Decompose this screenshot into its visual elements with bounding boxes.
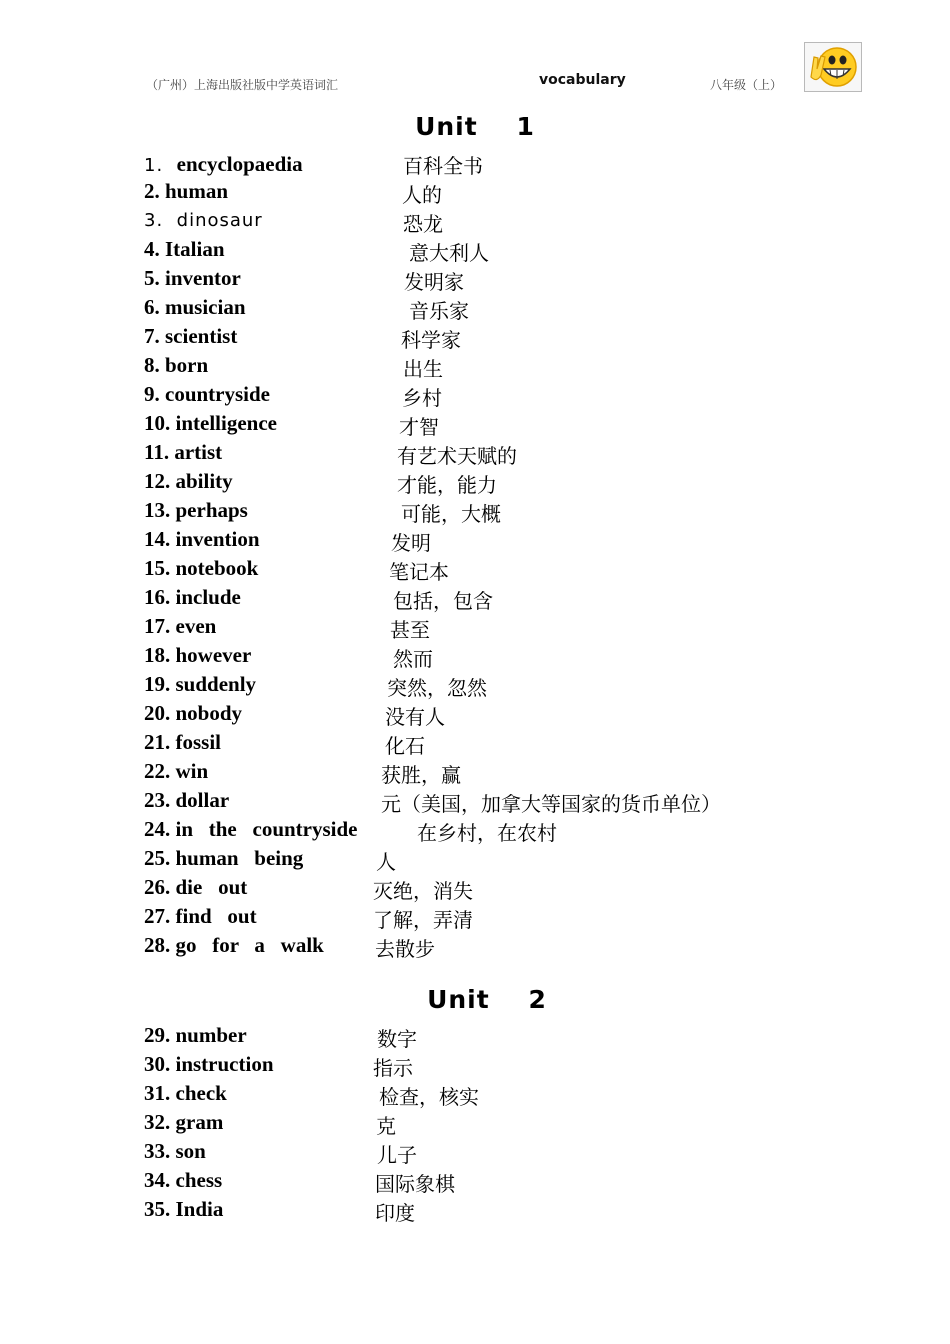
english-word: [144, 498, 248, 523]
english-word: [144, 817, 358, 842]
chinese-meaning: 包括，包含: [393, 589, 493, 613]
english-word: [144, 237, 225, 262]
vocabulary-item: [144, 759, 844, 788]
chinese-meaning: 才智: [399, 415, 439, 439]
vocabulary-item: [144, 556, 844, 585]
vocabulary-item: [144, 382, 844, 411]
word-text: chess: [175, 1168, 223, 1192]
english-word: [144, 295, 246, 320]
item-number: 28.: [144, 933, 171, 957]
word-text: even: [175, 614, 217, 638]
chinese-meaning: 儿子: [377, 1143, 417, 1167]
chinese-meaning: 科学家: [401, 328, 461, 352]
english-word: [144, 556, 258, 581]
vocabulary-item: [144, 527, 844, 556]
english-word: [144, 904, 257, 929]
item-number: 20.: [144, 701, 171, 725]
word-text: artist: [174, 440, 223, 464]
english-word: [144, 1110, 223, 1135]
english-word: [144, 933, 324, 958]
smiley-victory-icon: [804, 42, 862, 92]
item-number: 3.: [144, 210, 164, 231]
word-text: number: [175, 1023, 247, 1047]
chinese-meaning: 发明家: [404, 270, 464, 294]
word-text: musician: [165, 295, 246, 319]
chinese-meaning: 乡村: [402, 386, 442, 410]
item-number: 1.: [144, 155, 164, 176]
chinese-meaning: 国际象棋: [375, 1172, 455, 1196]
chinese-meaning: 没有人: [385, 705, 445, 729]
vocabulary-item: [144, 469, 844, 498]
chinese-meaning: 出生: [403, 357, 443, 381]
chinese-meaning: 数字: [377, 1027, 417, 1051]
chinese-meaning: 音乐家: [409, 299, 469, 323]
item-number: 34.: [144, 1168, 171, 1192]
chinese-meaning: 在乡村，在农村: [417, 821, 557, 845]
chinese-meaning: 灭绝，消失: [373, 879, 473, 903]
item-number: 32.: [144, 1110, 171, 1134]
chinese-meaning: 去散步: [375, 937, 435, 961]
vocabulary-item: [144, 1052, 844, 1081]
chinese-meaning: 指示: [373, 1056, 413, 1080]
chinese-meaning: 检查，核实: [379, 1085, 479, 1109]
item-number: 27.: [144, 904, 171, 928]
item-number: 23.: [144, 788, 171, 812]
vocabulary-item: [144, 498, 844, 527]
chinese-meaning: 了解，弄清: [373, 908, 473, 932]
word-text: scientist: [165, 324, 238, 348]
word-text: instruction: [175, 1052, 274, 1076]
unit-title-number: 2: [528, 985, 547, 1014]
vocabulary-item: [144, 353, 844, 382]
item-number: 8.: [144, 353, 160, 377]
item-number: 14.: [144, 527, 171, 551]
chinese-meaning: 然而: [393, 647, 433, 671]
chinese-meaning: 元（美国，加拿大等国家的货币单位）: [381, 792, 721, 816]
unit-title-word: Unit: [415, 112, 478, 141]
item-number: 16.: [144, 585, 171, 609]
word-text: inventor: [165, 266, 241, 290]
item-number: 18.: [144, 643, 171, 667]
unit-title-number: 1: [516, 112, 535, 141]
word-text: however: [175, 643, 252, 667]
vocabulary-item: [144, 672, 844, 701]
item-number: 13.: [144, 498, 171, 522]
word-text: invention: [175, 527, 260, 551]
english-word: [144, 1081, 227, 1106]
header-book-title: （广州）上海出版社版中学英语词汇: [146, 78, 339, 92]
word-text: human: [165, 179, 229, 203]
item-number: 6.: [144, 295, 160, 319]
chinese-meaning: 获胜，赢: [381, 763, 461, 787]
item-number: 12.: [144, 469, 171, 493]
english-word: [144, 875, 247, 900]
english-word: [144, 672, 256, 697]
english-word: [144, 701, 242, 726]
unit-title-word: Unit: [427, 985, 490, 1014]
english-word: [144, 1023, 247, 1048]
chinese-meaning: 突然，忽然: [387, 676, 487, 700]
english-word: [144, 152, 303, 177]
word-text: suddenly: [175, 672, 257, 696]
chinese-meaning: 印度: [375, 1201, 415, 1225]
english-word: [144, 266, 241, 291]
word-text: Italian: [165, 237, 225, 261]
item-number: 11.: [144, 440, 170, 464]
english-word: [144, 1139, 206, 1164]
item-number: 15.: [144, 556, 171, 580]
word-text: dollar: [175, 788, 230, 812]
chinese-meaning: 甚至: [390, 618, 430, 642]
item-number: 33.: [144, 1139, 171, 1163]
unit-title: [0, 112, 950, 141]
english-word: [144, 730, 221, 755]
vocabulary-item: [144, 933, 844, 962]
english-word: [144, 614, 216, 639]
english-word: [144, 1052, 274, 1077]
english-word: [144, 1168, 222, 1193]
vocabulary-item: [144, 411, 844, 440]
item-number: 31.: [144, 1081, 171, 1105]
word-text: win: [175, 759, 209, 783]
word-text: intelligence: [175, 411, 277, 435]
english-word: [144, 1197, 223, 1222]
chinese-meaning: 发明: [391, 531, 431, 555]
chinese-meaning: 化石: [385, 734, 425, 758]
word-text: nobody: [175, 701, 243, 725]
item-number: 10.: [144, 411, 171, 435]
word-text: die out: [175, 875, 248, 899]
vocabulary-item: [144, 266, 844, 295]
vocabulary-item: [144, 846, 844, 875]
chinese-meaning: 人的: [402, 183, 442, 207]
vocabulary-item: [144, 1139, 844, 1168]
english-word: [144, 179, 228, 204]
word-text: fossil: [175, 730, 222, 754]
item-number: 5.: [144, 266, 160, 290]
vocabulary-item: [144, 701, 844, 730]
vocabulary-item: [144, 614, 844, 643]
english-word: [144, 210, 263, 231]
item-number: 7.: [144, 324, 160, 348]
word-text: ability: [175, 469, 233, 493]
header-vocabulary: vocabulary: [539, 72, 626, 88]
english-word: [144, 411, 277, 436]
vocabulary-item: [144, 1197, 844, 1226]
vocabulary-item: [144, 788, 844, 817]
chinese-meaning: 百科全书: [403, 154, 483, 178]
item-number: 24.: [144, 817, 171, 841]
unit-title: [0, 985, 950, 1014]
vocabulary-item: [144, 643, 844, 672]
word-text: encyclopaedia: [176, 152, 303, 176]
word-text: go for a walk: [175, 933, 324, 957]
vocabulary-item: [144, 1023, 844, 1052]
word-text: India: [175, 1197, 224, 1221]
item-number: 26.: [144, 875, 171, 899]
chinese-meaning: 克: [376, 1114, 396, 1138]
vocabulary-item: [144, 295, 844, 324]
vocabulary-item: [144, 324, 844, 353]
word-text: human being: [175, 846, 304, 870]
english-word: [144, 527, 260, 552]
english-word: [144, 382, 270, 407]
english-word: [144, 324, 237, 349]
chinese-meaning: 意大利人: [409, 241, 489, 265]
vocabulary-item: [144, 440, 844, 469]
word-text: in the countryside: [175, 817, 358, 841]
word-text: notebook: [175, 556, 259, 580]
word-text: find out: [175, 904, 257, 928]
vocabulary-item: [144, 237, 844, 266]
chinese-meaning: 才能，能力: [397, 473, 497, 497]
word-text: countryside: [165, 382, 270, 406]
english-word: [144, 585, 241, 610]
english-word: [144, 353, 208, 378]
item-number: 19.: [144, 672, 171, 696]
vocabulary-item: [144, 1081, 844, 1110]
item-number: 35.: [144, 1197, 171, 1221]
item-number: 29.: [144, 1023, 171, 1047]
vocabulary-item: [144, 817, 844, 846]
item-number: 9.: [144, 382, 160, 406]
vocabulary-item: [144, 208, 844, 237]
vocabulary-item: [144, 179, 844, 208]
item-number: 17.: [144, 614, 171, 638]
item-number: 25.: [144, 846, 171, 870]
english-word: [144, 469, 233, 494]
word-text: include: [175, 585, 241, 609]
chinese-meaning: 有艺术天赋的: [397, 444, 517, 468]
item-number: 2.: [144, 179, 160, 203]
chinese-meaning: 恐龙: [403, 212, 443, 236]
chinese-meaning: 笔记本: [389, 560, 449, 584]
english-word: [144, 759, 208, 784]
word-text: son: [175, 1139, 206, 1163]
chinese-meaning: 可能，大概: [401, 502, 501, 526]
item-number: 4.: [144, 237, 160, 261]
vocabulary-item: [144, 730, 844, 759]
english-word: [144, 788, 229, 813]
word-text: born: [165, 353, 209, 377]
chinese-meaning: 人: [376, 850, 396, 874]
vocabulary-item: [144, 150, 844, 179]
word-text: dinosaur: [176, 210, 263, 231]
vocabulary-item: [144, 1110, 844, 1139]
item-number: 22.: [144, 759, 171, 783]
english-word: [144, 643, 251, 668]
item-number: 30.: [144, 1052, 171, 1076]
word-text: gram: [175, 1110, 224, 1134]
vocabulary-item: [144, 904, 844, 933]
word-text: perhaps: [175, 498, 248, 522]
english-word: [144, 846, 303, 871]
header-grade: 八年级（上）: [710, 78, 783, 92]
word-text: check: [175, 1081, 227, 1105]
vocabulary-item: [144, 875, 844, 904]
english-word: [144, 440, 222, 465]
item-number: 21.: [144, 730, 171, 754]
vocabulary-item: [144, 1168, 844, 1197]
vocabulary-item: [144, 585, 844, 614]
